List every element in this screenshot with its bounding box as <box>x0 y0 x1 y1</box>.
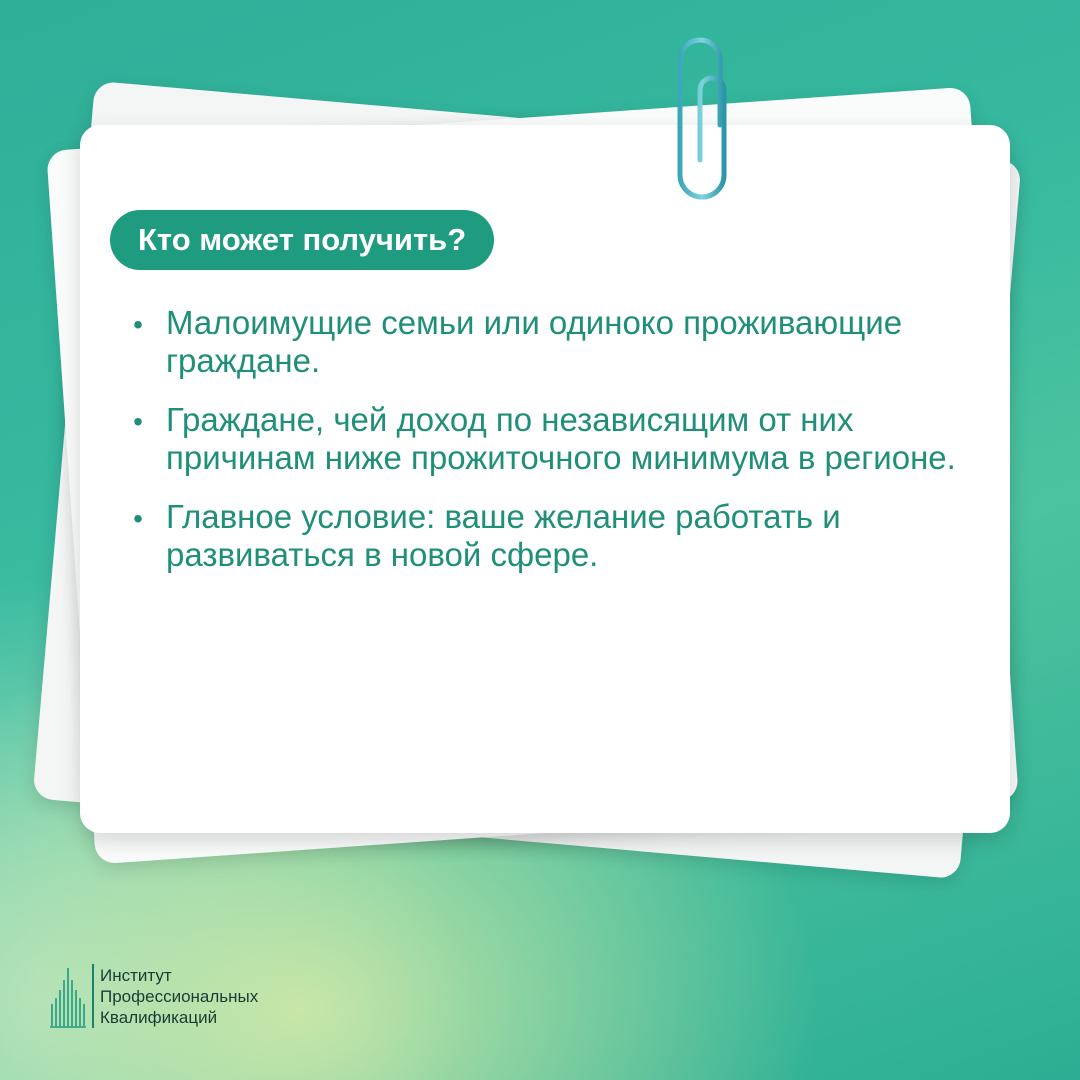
logo-line-2: Профессиональных <box>100 986 259 1006</box>
list-item-text: Граждане, чей доход по независящим от них причинам ниже прожиточного минимума в регионе. <box>166 401 956 476</box>
logo-text <box>100 964 258 1028</box>
city-skyline-icon <box>50 964 86 1028</box>
list-item <box>128 401 988 477</box>
list-item <box>128 498 988 574</box>
bullet-icon: • <box>133 406 143 437</box>
bullet-icon: • <box>133 309 143 340</box>
eligibility-list <box>128 304 988 595</box>
bullet-icon: • <box>133 503 143 534</box>
institute-logo <box>50 964 258 1028</box>
logo-divider <box>92 964 94 1028</box>
logo-line-1: Институт <box>100 965 172 985</box>
logo-line-3: Квалификаций <box>100 1007 218 1027</box>
list-item <box>128 304 988 380</box>
list-item-text: Главное условие: ваше желание работать и развиваться в новой сфере. <box>166 498 841 573</box>
list-item-text: Малоимущие семьи или одиноко проживающие граждане. <box>166 304 903 379</box>
paperclip-icon <box>668 30 748 210</box>
section-heading: Кто может получить? <box>110 210 494 270</box>
